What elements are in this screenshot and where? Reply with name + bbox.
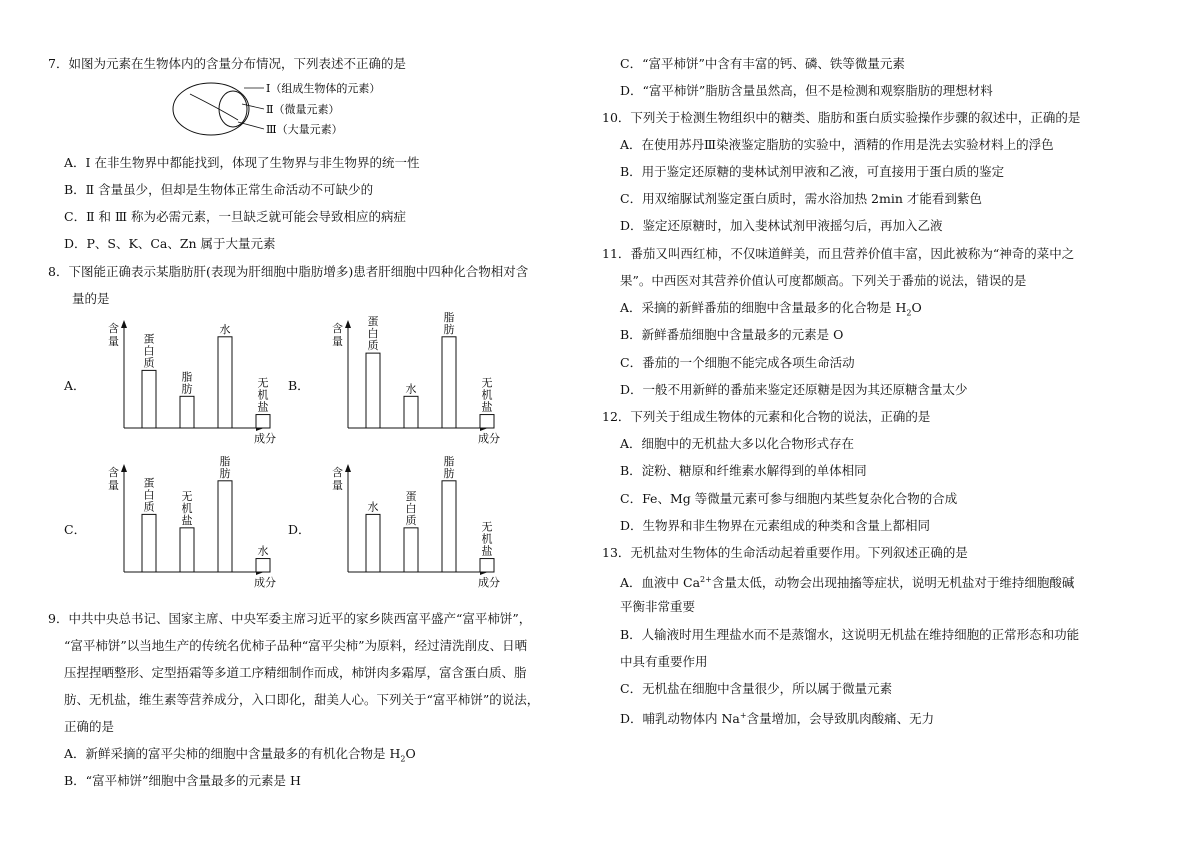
bar-label: 白 [143, 488, 155, 502]
q7-option-b[interactable]: B．Ⅱ 含量虽少，但却是生物体正常生命活动不可缺少的 [64, 182, 374, 197]
q13-option-d[interactable]: D．哺乳动物体内 Na+含量增加，会导致肌肉酸痛、无力 [620, 711, 935, 727]
bar-label: 蛋 [405, 489, 417, 503]
q8-stem-line2: 量的是 [72, 291, 110, 306]
q9-stem-line3: 压捏捏晒整形、定型捂霜等多道工序精细制作而成，柿饼肉多霜厚，富含蛋白质、脂 [64, 665, 527, 680]
q9-option-b[interactable]: B．“富平柿饼”细胞中含量最多的元素是 H [64, 773, 301, 788]
bar [442, 481, 456, 572]
y-axis-arrow [121, 320, 127, 328]
q12-option-b[interactable]: B．淀粉、糖原和纤维素水解得到的单体相同 [620, 463, 867, 478]
q7-label-3: Ⅲ（大量元素） [266, 123, 343, 136]
bar-label: 无 [481, 520, 493, 534]
bar [366, 514, 380, 572]
q9-stem-line2: “富平柿饼”以当地生产的传统名优柿子品种“富平尖柿”为原料，经过清洗削皮、日晒 [64, 638, 528, 653]
bar-label: 水 [257, 544, 269, 558]
bar-label: 脂 [443, 454, 455, 468]
bar [404, 528, 418, 572]
q13-option-a-line1[interactable]: A．血液中 $Ca^{2+}$含量太低，动物会出现抽搐等症状，说明无机盐对于维持细胞酸碱 [620, 575, 1075, 591]
bar-label: 质 [405, 513, 417, 527]
bar-label: 脂 [181, 370, 193, 384]
q7-label-1: Ⅰ（组成生物体的元素） [266, 82, 381, 95]
bar-label: 肪 [443, 466, 455, 480]
q11-option-d[interactable]: D．一般不用新鲜的番茄来鉴定还原糖是因为其还原糖含量太少 [620, 382, 968, 397]
bar [218, 481, 232, 572]
q7-venn-diagram [168, 78, 408, 144]
bar [180, 396, 194, 428]
bar-label: 肪 [181, 382, 193, 396]
bar [480, 559, 494, 572]
q8-stem-line1: 8．下图能正确表示某脂肪肝(表现为肝细胞中脂肪增多)患者肝细胞中四种化合物相对含 [48, 264, 529, 279]
y-axis-label: 含 [332, 466, 343, 479]
bar-label: 脂 [443, 310, 455, 324]
x-axis-label: 成分 [478, 432, 500, 445]
bar [256, 415, 270, 428]
y-axis-label: 量 [108, 479, 119, 492]
bar-label: 质 [143, 500, 155, 514]
q13-option-c[interactable]: C．无机盐在细胞中含量很少，所以属于微量元素 [620, 681, 893, 696]
q8-bar-chart [82, 454, 282, 592]
bar-label: 水 [367, 500, 379, 514]
q8-chart-letter[interactable]: C． [64, 522, 87, 537]
y-axis-arrow [121, 464, 127, 472]
q8-chart-letter[interactable]: D． [288, 522, 311, 537]
x-axis-label: 成分 [254, 432, 276, 445]
q8-chart-letter[interactable]: B． [288, 378, 310, 393]
y-axis-label: 量 [332, 335, 343, 348]
q7-label-2: Ⅱ（微量元素） [266, 103, 340, 116]
y-axis-label: 量 [108, 335, 119, 348]
q9-option-d[interactable]: D．“富平柿饼”脂肪含量虽然高，但不是检测和观察脂肪的理想材料 [620, 83, 993, 98]
x-axis-label: 成分 [254, 576, 276, 589]
q10-option-a[interactable]: A．在使用苏丹Ⅲ染液鉴定脂肪的实验中，酒精的作用是洗去实验材料上的浮色 [620, 137, 1054, 152]
q8-chart-letter[interactable]: A． [64, 378, 86, 393]
q12-option-a[interactable]: A．细胞中的无机盐大多以化合物形式存在 [620, 436, 855, 451]
q9-stem-line5: 正确的是 [64, 719, 115, 734]
bar-label: 肪 [443, 322, 455, 336]
bar-label: 肪 [219, 466, 231, 480]
q9-option-c[interactable]: C．“富平柿饼”中含有丰富的钙、磷、铁等微量元素 [620, 56, 905, 71]
q9-stem-line4: 肪、无机盐，维生素等营养成分，入口即化，甜美人心。下列关于“富平柿饼”的说法， [64, 692, 540, 707]
bar-label: 无 [257, 376, 269, 390]
bar-label: 水 [219, 322, 231, 336]
q12-option-c[interactable]: C．Fe、Mg 等微量元素可参与细胞内某些复杂化合物的合成 [620, 491, 958, 506]
bar-label: 盐 [481, 544, 493, 558]
bar [366, 353, 380, 428]
q11-stem-line2: 果”。中西医对其营养价值认可度都颇高。下列关于番茄的说法，错误的是 [620, 273, 1027, 288]
bar-label: 机 [181, 501, 193, 515]
q10-option-c[interactable]: C．用双缩脲试剂鉴定蛋白质时，需水浴加热 2min 才能看到紫色 [620, 191, 982, 206]
bar [442, 337, 456, 428]
bar-label: 白 [405, 501, 417, 515]
bar-label: 蛋 [143, 476, 155, 490]
q11-stem-line1: 11．番茄又叫西红柿，不仅味道鲜美，而且营养价值丰富，因此被称为“神奇的菜中之 [602, 246, 1075, 261]
bar [142, 514, 156, 572]
q7-stem: 7．如图为元素在生物体内的含量分布情况，下列表述不正确的是 [48, 56, 406, 71]
bar [480, 415, 494, 428]
y-axis-label: 含 [332, 322, 343, 335]
x-axis-label: 成分 [478, 576, 500, 589]
bar-label: 白 [367, 327, 379, 341]
bar [404, 396, 418, 428]
q13-stem: 13．无机盐对生物体的生命活动起着重要作用。下列叙述正确的是 [602, 545, 968, 560]
q7-option-d[interactable]: D．P、S、K、Ca、Zn 属于大量元素 [64, 236, 276, 251]
q10-option-d[interactable]: D．鉴定还原糖时，加入斐林试剂甲液摇匀后，再加入乙液 [620, 218, 943, 233]
bar-label: 蛋 [367, 315, 379, 329]
y-axis-label: 量 [332, 479, 343, 492]
y-axis-label: 含 [108, 322, 119, 335]
q10-option-b[interactable]: B．用于鉴定还原糖的斐林试剂甲液和乙液，可直接用于蛋白质的鉴定 [620, 164, 1005, 179]
q11-option-b[interactable]: B．新鲜番茄细胞中含量最多的元素是 O [620, 327, 844, 342]
q13-option-b-line1[interactable]: B．人输液时用生理盐水而不是蒸馏水，这说明无机盐在维持细胞的正常形态和功能 [620, 627, 1080, 642]
q10-stem: 10．下列关于检测生物组织中的糖类、脂肪和蛋白质实验操作步骤的叙述中，正确的是 [602, 110, 1081, 125]
bar-label: 白 [143, 344, 155, 358]
bar [218, 337, 232, 428]
bar-label: 蛋 [143, 332, 155, 346]
bar-label: 机 [481, 532, 493, 546]
q13-option-a-line2: 平衡非常重要 [620, 599, 696, 614]
bar-label: 脂 [219, 454, 231, 468]
bar-label: 质 [143, 356, 155, 370]
bar [180, 528, 194, 572]
bar-label: 盐 [181, 513, 193, 527]
q13-option-b-line2: 中具有重要作用 [620, 654, 708, 669]
q9-stem-line1: 9．中共中央总书记、国家主席、中央军委主席习近平的家乡陕西富平盛产“富平柿饼”， [48, 611, 532, 626]
q9-option-a[interactable]: A．新鲜采摘的富平尖柿的细胞中含量最多的有机化合物是 $H_2O$ [64, 746, 416, 764]
bar-label: 盐 [257, 400, 269, 414]
q7-option-a[interactable]: A．Ⅰ 在非生物界中都能找到，体现了生物界与非生物界的统一性 [64, 155, 420, 170]
y-axis-arrow [345, 464, 351, 472]
y-axis-arrow [345, 320, 351, 328]
bar-label: 盐 [481, 400, 493, 414]
q11-option-a[interactable]: A．采摘的新鲜番茄的细胞中含量最多的化合物是 $H_2O$ [620, 300, 922, 318]
q11-option-c[interactable]: C．番茄的一个细胞不能完成各项生命活动 [620, 355, 855, 370]
bar-label: 水 [405, 382, 417, 396]
bar-label: 质 [367, 339, 379, 353]
q8-bar-chart [82, 318, 282, 448]
bar-label: 无 [181, 489, 193, 503]
bar-label: 机 [481, 388, 493, 402]
q7-option-c[interactable]: C．Ⅱ 和 Ⅲ 称为必需元素，一旦缺乏就可能会导致相应的病症 [64, 209, 407, 224]
q8-bar-chart [306, 310, 506, 448]
bar-label: 无 [481, 376, 493, 390]
q12-option-d[interactable]: D．生物界和非生物界在元素组成的种类和含量上都相同 [620, 518, 931, 533]
bar [256, 559, 270, 572]
bar-label: 机 [257, 388, 269, 402]
q12-stem: 12．下列关于组成生物体的元素和化合物的说法，正确的是 [602, 409, 931, 424]
bar [142, 370, 156, 428]
y-axis-label: 含 [108, 466, 119, 479]
q8-bar-chart [306, 454, 506, 592]
